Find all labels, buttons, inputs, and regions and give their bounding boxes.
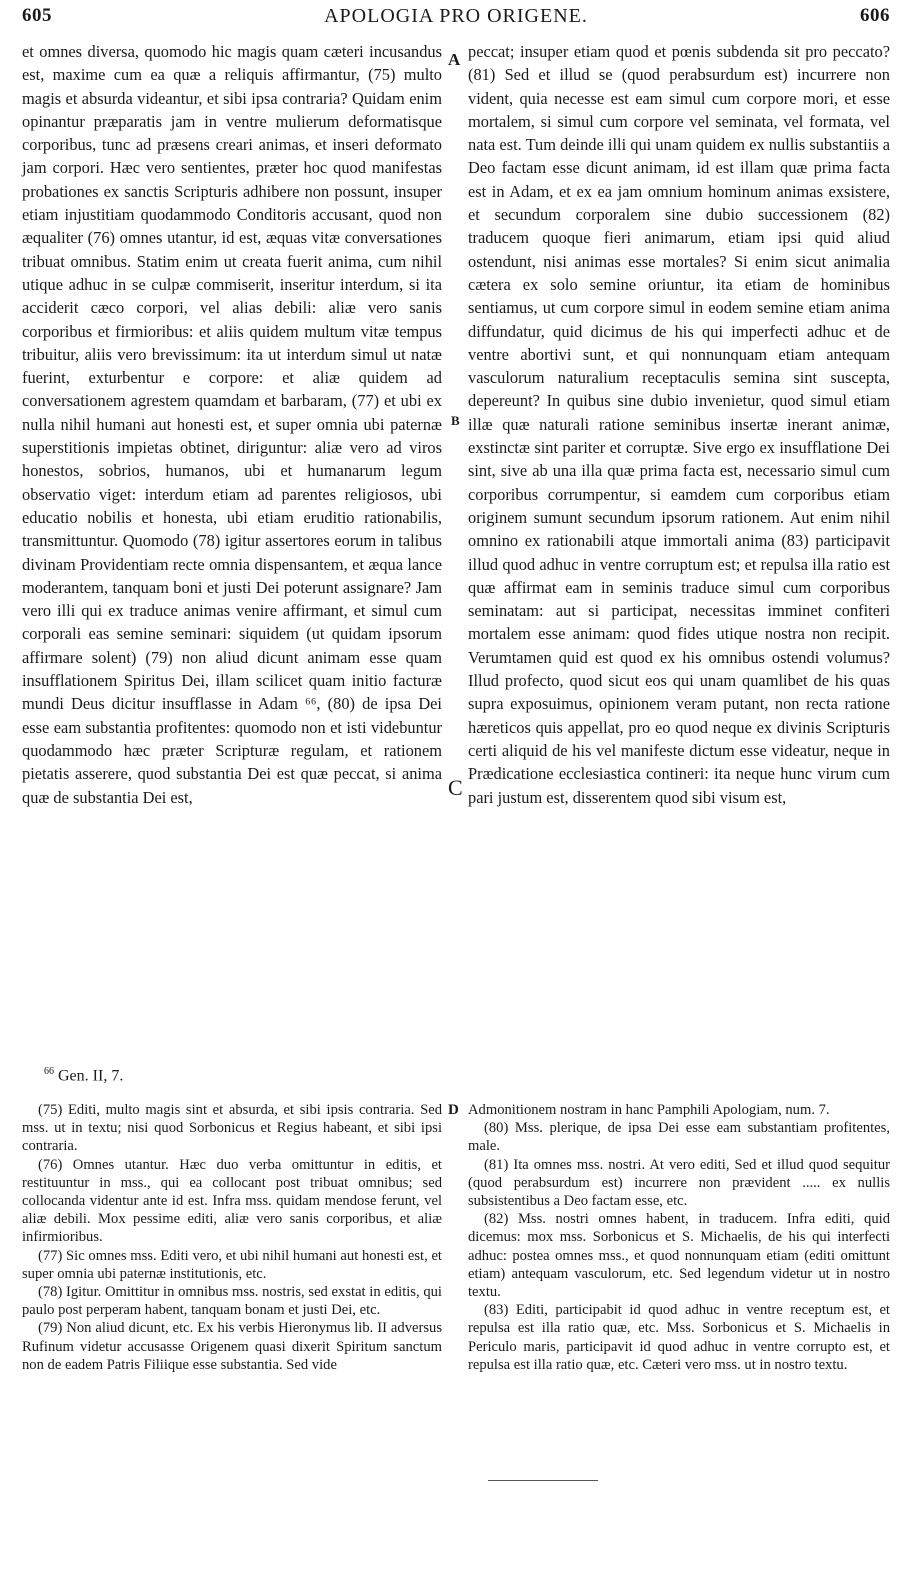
page-number-left: 605 (22, 5, 52, 26)
footnote-text: Gen. II, 7. (58, 1067, 124, 1085)
page-number-right: 606 (860, 5, 890, 26)
notes-column-right (468, 1101, 890, 1374)
body-text-right: peccat; insuper etiam quod et pœnis subdenda sit pro peccato? (81) Sed et illud se (quod perabsurdum est) incurrere non vident, quia necesse est eam simul cum corpore mori, et esse mortalem, si simul cum corpore vel seminata, vel formata, vel nata est. Tum deinde illi qui unam quidem ex nullis substantiis a Deo factam esse dicunt animam, id est illam quæ prima facta est in Adam, et ex ea jam omnium hominum animas exsistere, et secundum corporalem sine dubio successionem (82) traducem quoque fieri animarum, etiam ipsi quid aliud ostendunt, nisi animas esse mortales? Si enim sicut animalia cætera ex solo semine oriuntur, ita etiam de hominibus sentiamus, ut cum corpore simul in eodem semine etiam anima diffundatur, quid dicimus de his qui imperfecti adhuc et de ventre abortivi sunt, et qui nonnunquam etiam antequam vasculorum naturalium receptaculis semina sint suscepta, depereunt? In quibus sine dubio invenietur, quod simul etiam illæ quæ naturali ratione seminibus insertæ inerant animæ, exstinctæ sint pariter et corruptæ. Sive ergo ex insufflatione Dei sint, sive ab una illa quæ prima facta est, necessario simul cum corporibus corrumpentur, si eamdem cum corporibus etiam originem sumunt secundum ipsorum rationem. Aut enim nihil omnino ex rationabili atque immortali anima (83) participavit illud quod adhuc in ventre corruptum est; et repulsa illa ratio est quæ affirmat eam in seminis traduce simul cum corporibus seminatam: aut si participat, necessitas imminet confiteri mortalem esse animam: quod fides utique nostra non recipit. Verumtamen quid est quod ex his omnibus ostendi volumus? Illud profecto, quod sicut eos qui unam quamlibet de his quas supra exposuimus, opinionem veram putant, non recta ratione hæreticos quis appellat, pro eo quod neque ex divinis Scripturis certi aliquid de his vel manifeste dictum esse videatur, neque in Prædicatione ecclesiastica contineri: ita neque hunc virum cum pari justum est, disserentem quod sibi visum est, (468, 42, 890, 807)
running-header (22, 5, 890, 39)
note-82: (82) Mss. nostri omnes habent, in traducem. Infra editi, quid dicemus: mox mss. Sorbonicus et S. Michaelis, de his qui interfecti adhuc: postea omnes mss., et quod nonnunquam etiam (editi omittunt etiam) antequam vasculorum, etc. Sed legendum videtur ut in nostro textu. (468, 1211, 890, 1301)
body-column-left (22, 40, 442, 809)
note-79-continued: Admonitionem nostram in hanc Pamphili Apologiam, num. 7. (468, 1102, 830, 1118)
footnote-mark: 66 (44, 1066, 54, 1077)
note-77: (77) Sic omnes mss. Editi vero, et ubi nihil humani aut honesti est, et super omnia ubi paternæ institutionis, etc. (22, 1247, 442, 1282)
note-83: (83) Editi, participabit id quod adhuc in ventre receptum est, et repulsa est illa ratio quæ, etc. Mss. Sorbonicus et S. Michaelis in Periculo maris, participavit id quod adhuc in ventre corrupto est, et repulsa est illa ratio quæ, etc. Cæteri vero mss. ut in nostro textu. (468, 1302, 890, 1373)
note-79: (79) Non aliud dicunt, etc. Ex his verbis Hieronymus lib. II adversus Rufinum videtur accusasse Origenem quasi dixerit Spiritum sanctum non de eadem Patris Filiique esse substantia. Sed vide (22, 1320, 442, 1373)
notes-column-left (22, 1101, 442, 1374)
body-text-left: et omnes diversa, quomodo hic magis quam cæteri incusandus est, maxime cum ea quæ a reliquis affirmantur, (75) multo magis et absurda videantur, et sibi ipsa contraria? Quidam enim opinantur præparatis jam in ventre mulierum deformatisque corporibus, tunc ad præsens creari animas, et inseri deformato jam corpori. Hæc vero sentientes, præter hoc quod manifestas probationes ex sanctis Scripturis adhibere non possunt, insuper etiam injustitiam quodammodo Conditoris accusant, quod non æqualiter (76) omnes utantur, id est, æquas vitæ conversationes tribuat omnibus. Statim enim ut creata fuerit anima, cum nihil utique adhuc in se culpæ commiserit, inseritur interdum, si ita acciderit cæco corpori, vel alias debili: aliæ vero sanis corporibus et firmioribus: et aliis quidem multum vitæ tempus tribuitur, aliis vero brevissimum: ita ut interdum simul ut natæ fuerint, exturbentur e corpore: et aliæ quidem ad conversationem agrestem quamdam et barbaram, (77) et ubi ex nulla nihil humani aut honesti est, et super omnia ubi paternæ superstitionis impietas obtinet, diriguntur: aliæ vero ad viros honestos, sobrios, humanos, ubi et humanarum legum observatio viget: interdum etiam ad parentes religiosos, ubi educatio nobilis et honesta, ubi etiam eruditio rationabilis, transmittuntur. Quomodo (78) igitur assertores eorum in talibus divinam Providentiam recte omnia dispensantem, et æqua lance moderantem, tanquam boni et justi Dei poterunt assignare? Jam vero illi qui ex traduce animas venire affirmant, et simul cum corporali eas semine seminari: siquidem (ut quidam ipsorum affirmare solent) (79) non aliud dicunt animam esse quam insufflationem Spiritus Dei, illam scilicet quam initio facturæ mundi Deus dicitur insufflasse in Adam ⁶⁶, (80) de ipsa Dei esse eam substantia profitentes: quomodo non et isti videbuntur quodammodo hæc præter Scripturæ regulam, et rationem pietatis asserere, quod substantia Dei est quæ peccat, si anima quæ de substantia Dei est, (22, 42, 442, 807)
running-title: APOLOGIA PRO ORIGENE. (324, 5, 588, 27)
margin-letter-d: D (448, 1102, 459, 1118)
body-column-right (468, 40, 890, 809)
margin-letter-a: A (448, 50, 461, 69)
note-78: (78) Igitur. Omittitur in omnibus mss. nostris, sed exstat in editis, qui paulo post perperam habent, tanquam bonam et justi Dei, etc. (22, 1284, 442, 1319)
margin-letter-b: B (451, 413, 460, 428)
scripture-footnote (44, 1066, 123, 1085)
note-80: (80) Mss. plerique, de ipsa Dei esse eam substantiam profitentes, male. (468, 1120, 890, 1155)
note-81: (81) Ita omnes mss. nostri. At vero editi, Sed et illud quod sequitur (quod perabsurdum est) incurrere non prævident ..... ex nullis subsistentibus a Deo factam esse, etc. (468, 1156, 890, 1210)
note-76: (76) Omnes utantur. Hæc duo verba omittuntur in editis, et restituuntur in mss., qui ea collocant post tribuat omnibus; sed collocanda videntur ante id est. Infra mss. quidam mendose ferunt, vel aliæ debili. Mox pessime editi, aliæ vero sanis corporibus, et aliæ infirmioribus. (22, 1156, 442, 1246)
note-75: (75) Editi, multo magis sint et absurda, et sibi ipsis contraria. Sed mss. ut in textu; nisi quod Sorbonicus et Regius habeant, et sibi ipsi contraria. (22, 1102, 442, 1155)
margin-letter-c: C (448, 775, 463, 800)
end-rule (488, 1480, 598, 1481)
